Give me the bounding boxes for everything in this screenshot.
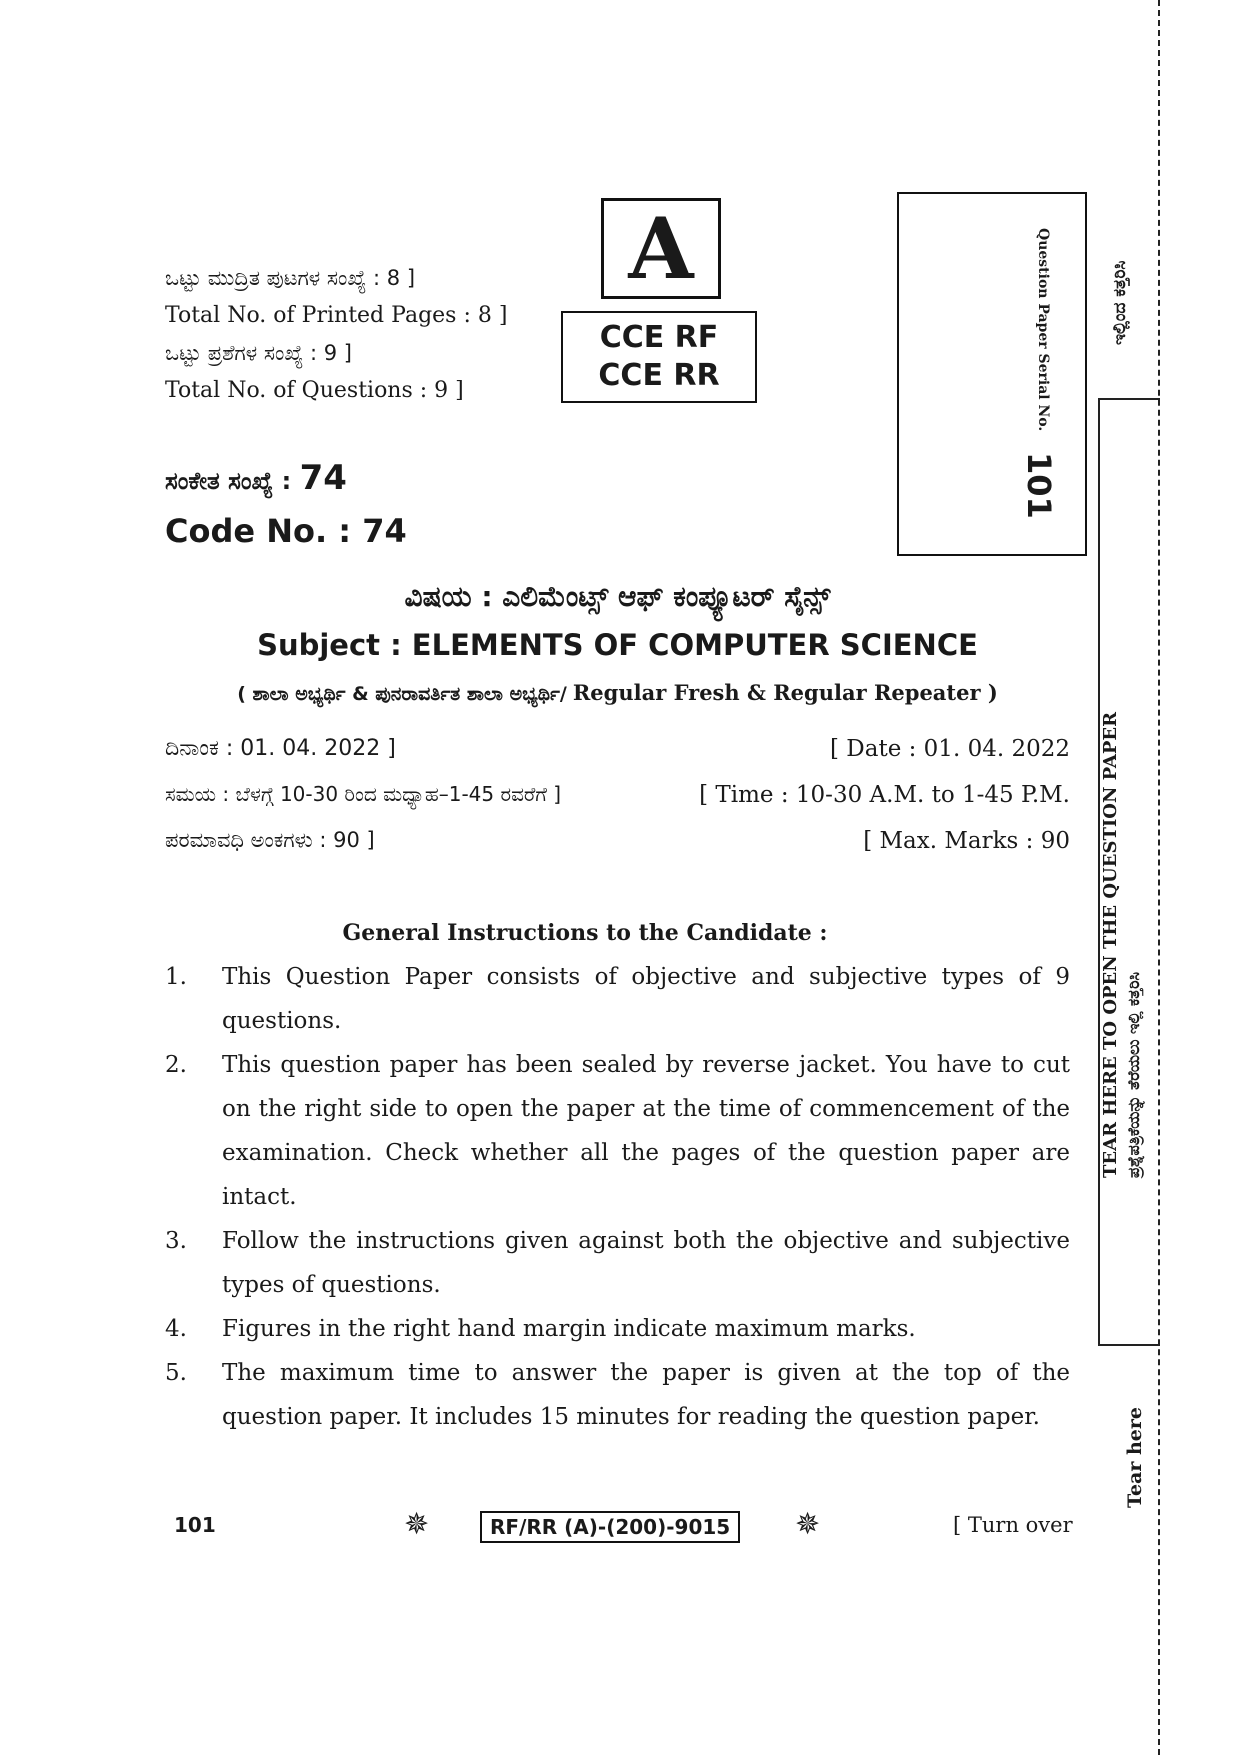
- kn-code-line: [165, 458, 347, 498]
- course-rr: CCE RR: [598, 358, 720, 393]
- code-line: [165, 512, 407, 550]
- question-count: Total No. of Questions : 9 ]: [165, 378, 464, 403]
- kn-max-marks: ಪರಮಾವಧಿ ಅಂಕಗಳು : 90 ]: [165, 828, 375, 852]
- instruction-number: 5.: [165, 1360, 187, 1386]
- instruction-text: Figures in the right hand margin indicate maximum marks.: [222, 1316, 916, 1342]
- date-row: [165, 736, 1070, 762]
- instructions-title: General Instructions to the Candidate :: [342, 920, 828, 946]
- turn-over: [ Turn over: [953, 1513, 1073, 1537]
- max-marks: [ Max. Marks : 90: [863, 828, 1070, 854]
- instruction-text: The maximum time to answer the paper is given at the top of the question paper. It includes 15 minutes for reading the question paper.: [222, 1360, 1070, 1430]
- time-row: [165, 782, 1070, 808]
- code-label: Code No. :: [165, 512, 352, 550]
- footer-serial: 101: [174, 1513, 216, 1537]
- star-ornament-icon: ✵: [795, 1507, 821, 1542]
- instruction-text: This Question Paper consists of objective and subjective types of 9 questions.: [222, 964, 1070, 1034]
- exam-date: [ Date : 01. 04. 2022: [830, 736, 1070, 762]
- candidate-type: Regular Fresh & Regular Repeater ): [572, 680, 998, 705]
- candidate-type-line: [165, 680, 1070, 705]
- kn-candidate-type: ( ಶಾಲಾ ಅಭ್ಯರ್ಥಿ & ಪುನರಾವರ್ತಿತ ಶಾಲಾ ಅಭ್ಯರ್ಥಿ/: [237, 683, 567, 705]
- instruction-number: 4.: [165, 1316, 187, 1342]
- star-ornament-icon: ✵: [404, 1507, 430, 1542]
- version-box: A: [601, 198, 721, 299]
- instruction-number: 3.: [165, 1228, 187, 1254]
- course-box: [561, 311, 757, 403]
- kn-date: ದಿನಾಂಕ : 01. 04. 2022 ]: [165, 736, 396, 761]
- kn-printed-pages: ಒಟ್ಟು ಮುದ್ರಿತ ಪುಟಗಳ ಸಂಖ್ಯೆ : 8 ]: [165, 266, 416, 290]
- instruction-number: 2.: [165, 1052, 187, 1078]
- course-rf: CCE RF: [599, 320, 719, 355]
- code-number: 74: [362, 512, 407, 550]
- instruction-number: 1.: [165, 964, 187, 990]
- kn-time: ಸಮಯ : ಬೆಳಗ್ಗೆ 10-30 ರಿಂದ ಮಧ್ಯಾಹ–1-45 ರವರೆಗೆ ]: [165, 782, 562, 806]
- footer-paper-code: RF/RR (A)-(200)-9015: [480, 1511, 740, 1543]
- instruction-text: This question paper has been sealed by reverse jacket. You have to cut on the right side to open the paper at the time of commencement of the examination. Check whether all the pages of the question paper are intact.: [222, 1052, 1070, 1210]
- kn-question-count: ಒಟ್ಟು ಪ್ರಶೆಗಳ ಸಂಖ್ಯೆ : 9 ]: [165, 341, 352, 365]
- tear-here-label: Tear here: [1124, 1407, 1146, 1508]
- kn-code-label: ಸಂಕೇತ ಸಂಖ್ಯೆ :: [165, 467, 292, 495]
- exam-time: [ Time : 10-30 A.M. to 1-45 P.M.: [699, 782, 1070, 808]
- serial-box: [897, 192, 1087, 556]
- kn-tear-top: ಇಲ್ಲಿಂದ ಕತ್ತರಿಸಿ: [1110, 260, 1130, 345]
- instruction-text: Follow the instructions given against both the objective and subjective types of questions.: [222, 1228, 1070, 1298]
- kn-tear-instruction: ಪ್ರಶ್ನೆಪತ್ರಿಕೆಯನ್ನು ತೆರೆಯಲು ಇಲ್ಲಿ ಕತ್ತರಿಸಿ: [1124, 971, 1143, 1178]
- marks-row: [165, 828, 1070, 854]
- serial-label: Question Paper Serial No.: [1035, 228, 1051, 432]
- tear-instruction: TEAR HERE TO OPEN THE QUESTION PAPER: [1100, 711, 1121, 1178]
- subject-title: Subject : ELEMENTS OF COMPUTER SCIENCE: [257, 628, 978, 662]
- kn-code-number: 74: [299, 458, 347, 498]
- kn-subject-title: ವಿಷಯ : ಎಲಿಮೆಂಟ್ಸ್ ಆಫ್ ಕಂಪ್ಯೂಟರ್ ಸೈನ್ಸ್: [404, 580, 831, 613]
- printed-pages: Total No. of Printed Pages : 8 ]: [165, 303, 508, 328]
- serial-number: 101: [1020, 452, 1058, 519]
